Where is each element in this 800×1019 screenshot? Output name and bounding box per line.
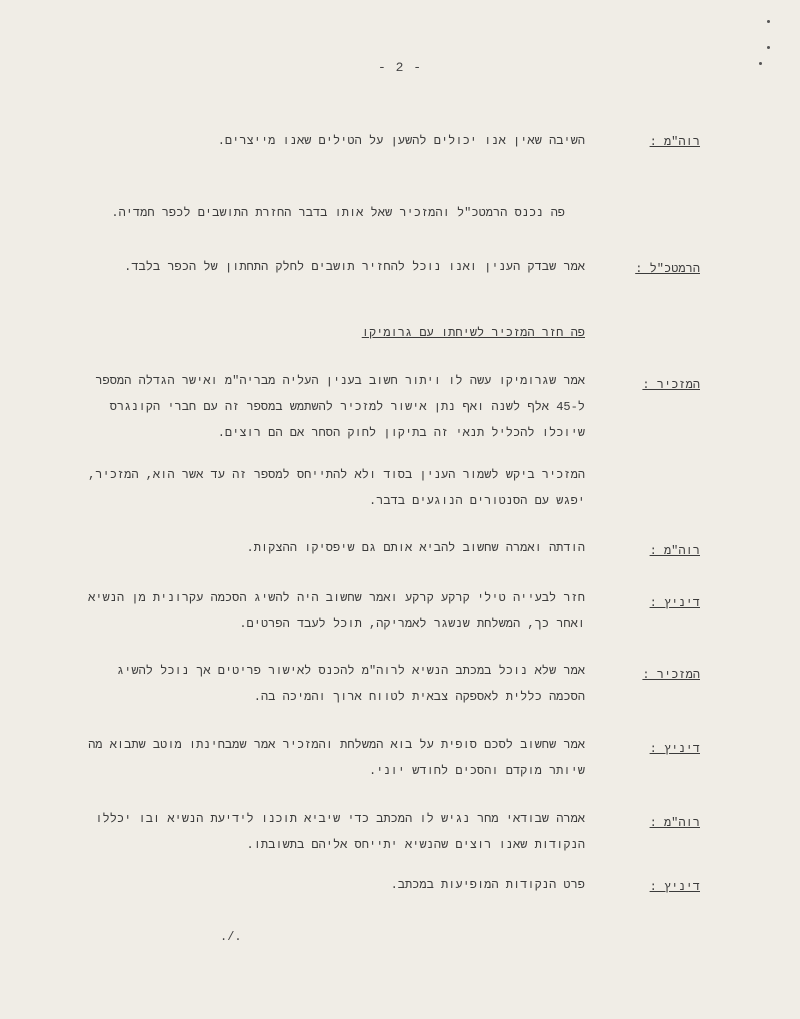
transcript-paragraph	[65, 368, 585, 446]
transcript-paragraph	[65, 535, 585, 561]
text-line: המזכיר ביקש לשמור הענין בסוד ולא להתייחס למספר זה עד אשר הוא, המזכיר,	[88, 468, 585, 482]
text-line: השיבה שאין אנו יכולים להשען על הטילים שאנו מייצרים.	[217, 134, 585, 148]
speaker-label: רוה"מ :	[649, 544, 700, 558]
transcript-paragraph	[65, 128, 585, 154]
speaker-label: רוה"מ :	[649, 135, 700, 149]
speaker-label: דיניץ :	[649, 596, 700, 610]
text-line: שיוכלו להכליל תנאי זה בתיקון לחוק הסחר אם הם רוצים.	[217, 426, 585, 440]
speaker-label: רוה"מ :	[649, 816, 700, 830]
transcript-paragraph	[65, 658, 585, 710]
scan-dot	[759, 62, 762, 65]
text-line: ואחר כך, המשלחת שנשגר לאמריקה, תוכל לעבד הפרטים.	[239, 617, 585, 631]
narration-paragraph	[45, 200, 565, 226]
text-line: חזר לבעייה טילי קרקע קרקע ואמר שחשוב היה להשיג הסכמה עקרונית מן הנשיא	[88, 591, 585, 605]
text-line: הסכמה כללית לאספקה צבאית לטווח ארוך והמיכה בה.	[253, 690, 585, 704]
text-line: אמרה שבודאי מחר נגיש לו המכתב כדי שיביא תוכנו לידיעת הנשיא ובו יכללו	[95, 812, 585, 826]
text-line: ל-45 אלף לשנה ואף נתן אישור למזכיר להשתמש במספר זה עם חברי הקונגרס	[109, 400, 585, 414]
scan-dot	[767, 20, 770, 23]
speaker-label: דיניץ :	[649, 742, 700, 756]
transcript-paragraph	[65, 462, 585, 514]
speaker-label: המזכיר :	[642, 378, 700, 392]
text-line: הנקודות שאנו רוצים שהנשיא יתייחס אליהם בתשובתו.	[246, 838, 585, 852]
speaker-label: הרמטכ"ל :	[635, 262, 700, 276]
page-number: - 2 -	[377, 60, 422, 75]
speaker-label: דיניץ :	[649, 880, 700, 894]
text-line: יפגש עם הסנטורים הנוגעים בדבר.	[368, 494, 585, 508]
section-heading	[65, 320, 585, 346]
text-line: פרט הנקודות המופיעות במכתב.	[390, 878, 585, 892]
text-line: הודתה ואמרה שחשוב להביא אותם גם שיפסיקו ההצקות.	[246, 541, 585, 555]
transcript-paragraph	[65, 254, 585, 280]
text-line: אמר שלא נוכל במכתב הנשיא לרוה"מ להכנס לאישור פריטים אך נוכל להשיג	[116, 664, 585, 678]
transcript-paragraph	[65, 872, 585, 898]
transcript-paragraph	[65, 806, 585, 858]
text-line: אמר שחשוב לסכם סופית על בוא המשלחת והמזכיר אמר שמבחינתו מוטב שתבוא מה	[88, 738, 585, 752]
text-line: פה נכנס הרמטכ"ל והמזכיר שאל אותו בדבר החזרת התושבים לכפר חמדיה.	[111, 206, 565, 220]
continuation-mark: ./.	[220, 930, 242, 944]
transcript-paragraph	[65, 732, 585, 784]
transcript-paragraph	[65, 585, 585, 637]
text-line: אמר שגרומיקו עשה לו ויתור חשוב בענין העליה מבריה"מ ואישר הגדלה המספר	[95, 374, 585, 388]
text-line: פה חזר המזכיר לשיחתו עם גרומיקו	[361, 326, 585, 340]
text-line: שיותר מוקדם והסכים לחודש יוני.	[368, 764, 585, 778]
text-line: אמר שבדק הענין ואנו נוכל להחזיר תושבים לחלק התחתון של הכפר בלבד.	[124, 260, 585, 274]
speaker-label: המזכיר :	[642, 668, 700, 682]
scan-dot	[767, 46, 770, 49]
